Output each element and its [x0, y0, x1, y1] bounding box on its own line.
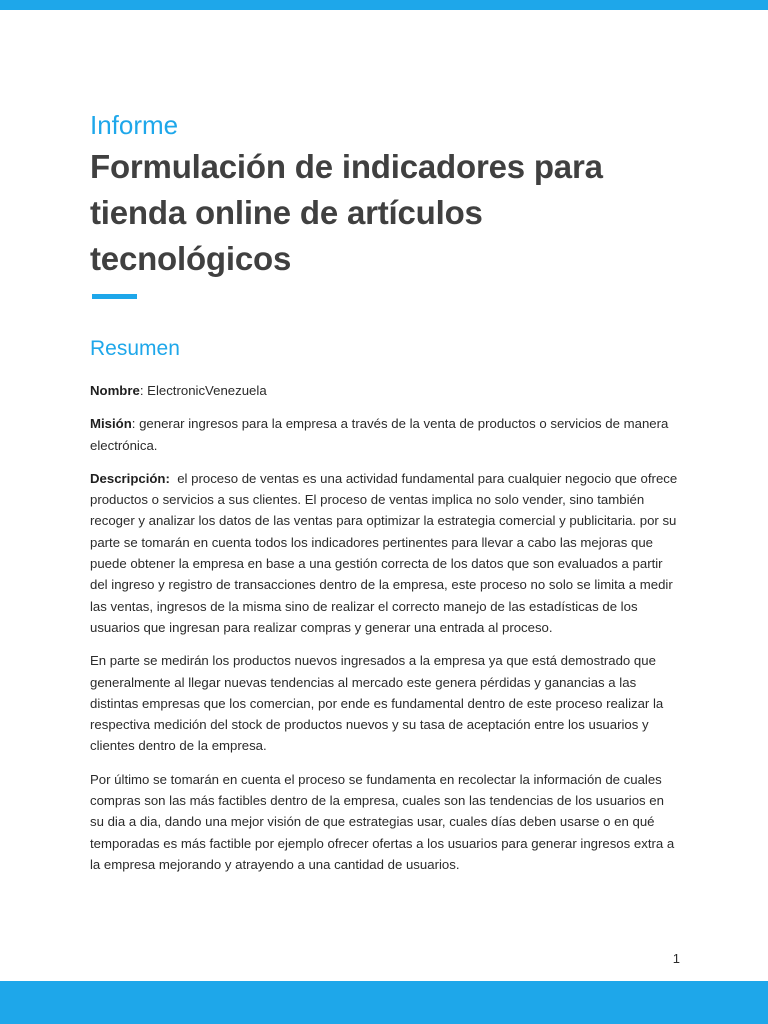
- document-body: [90, 108, 680, 875]
- title-underline-rule: [92, 294, 137, 299]
- nombre-value: ElectronicVenezuela: [147, 383, 267, 398]
- descripcion-value: el proceso de ventas es una actividad fundamental para cualquier negocio que ofrece productos o servicios a sus clientes. El proceso de ventas implica no solo vender, sino también recoger y analizar los datos de las ventas para optimizar la estrategia comercial y publicitaria. por su parte se tomarán en cuenta todos los indicadores pertinentes para llevar a cabo las mejoras que puede obtener la empresa en base a una gestión correcta de los datos que son evaluados a partir del ingreso y registro de transacciones dentro de la empresa, este proceso no solo se limita a medir las ventas, ingresos de la misma sino de realizar el correcto manejo de las estadísticas de los usuarios que ingresan para realizar compras y generar una entrada al proceso.: [90, 470, 678, 635]
- bottom-accent-bar: [0, 981, 768, 1024]
- body-paragraph-3: Por último se tomarán en cuenta el proceso se fundamenta en recolectar la información de cuales compras son las más factibles dentro de la empresa, cuales son las tendencias de los usuarios en su dia a dia, dando una mejor visión de que estrategias usar, cuales días deben usarse o en qué temporadas es más factible por ejemplo ofrecer ofertas a los usuarios para generar ingresos extra a la empresa mejorando y atrayendo a una cantidad de usuarios.: [90, 771, 675, 872]
- mision-paragraph: [90, 413, 680, 456]
- document-kicker: Informe: [90, 110, 179, 140]
- section-heading-resumen: Resumen: [90, 337, 180, 360]
- body-paragraph-2: En parte se medirán los productos nuevos ingresados a la empresa ya que está demostrado que generalmente al llegar nuevas tendencias al mercado este genera pérdidas y ganancias a las distintas empresas que los comercian, por ende es fundamental dentro de este proceso realizar la respectiva medición del stock de productos nuevos y su tasa de aceptación entre los usuarios y clientes dentro de la empresa.: [90, 653, 664, 754]
- nombre-label: Nombre: [90, 383, 140, 398]
- nombre-separator: :: [139, 383, 148, 398]
- mision-value: generar ingresos para la empresa a través de la venta de productos o servicios de manera electrónica.: [90, 416, 669, 453]
- page-number: 1: [672, 951, 680, 966]
- nombre-paragraph: [90, 380, 680, 401]
- mision-separator: :: [131, 416, 140, 432]
- document-title: Formulación de indicadores para tienda online de artículos tecnológicos: [90, 148, 603, 277]
- descripcion-paragraph: [90, 468, 680, 638]
- mision-label: Misión: [90, 416, 132, 432]
- top-accent-bar: [0, 0, 768, 10]
- descripcion-label: Descripción:: [90, 470, 170, 486]
